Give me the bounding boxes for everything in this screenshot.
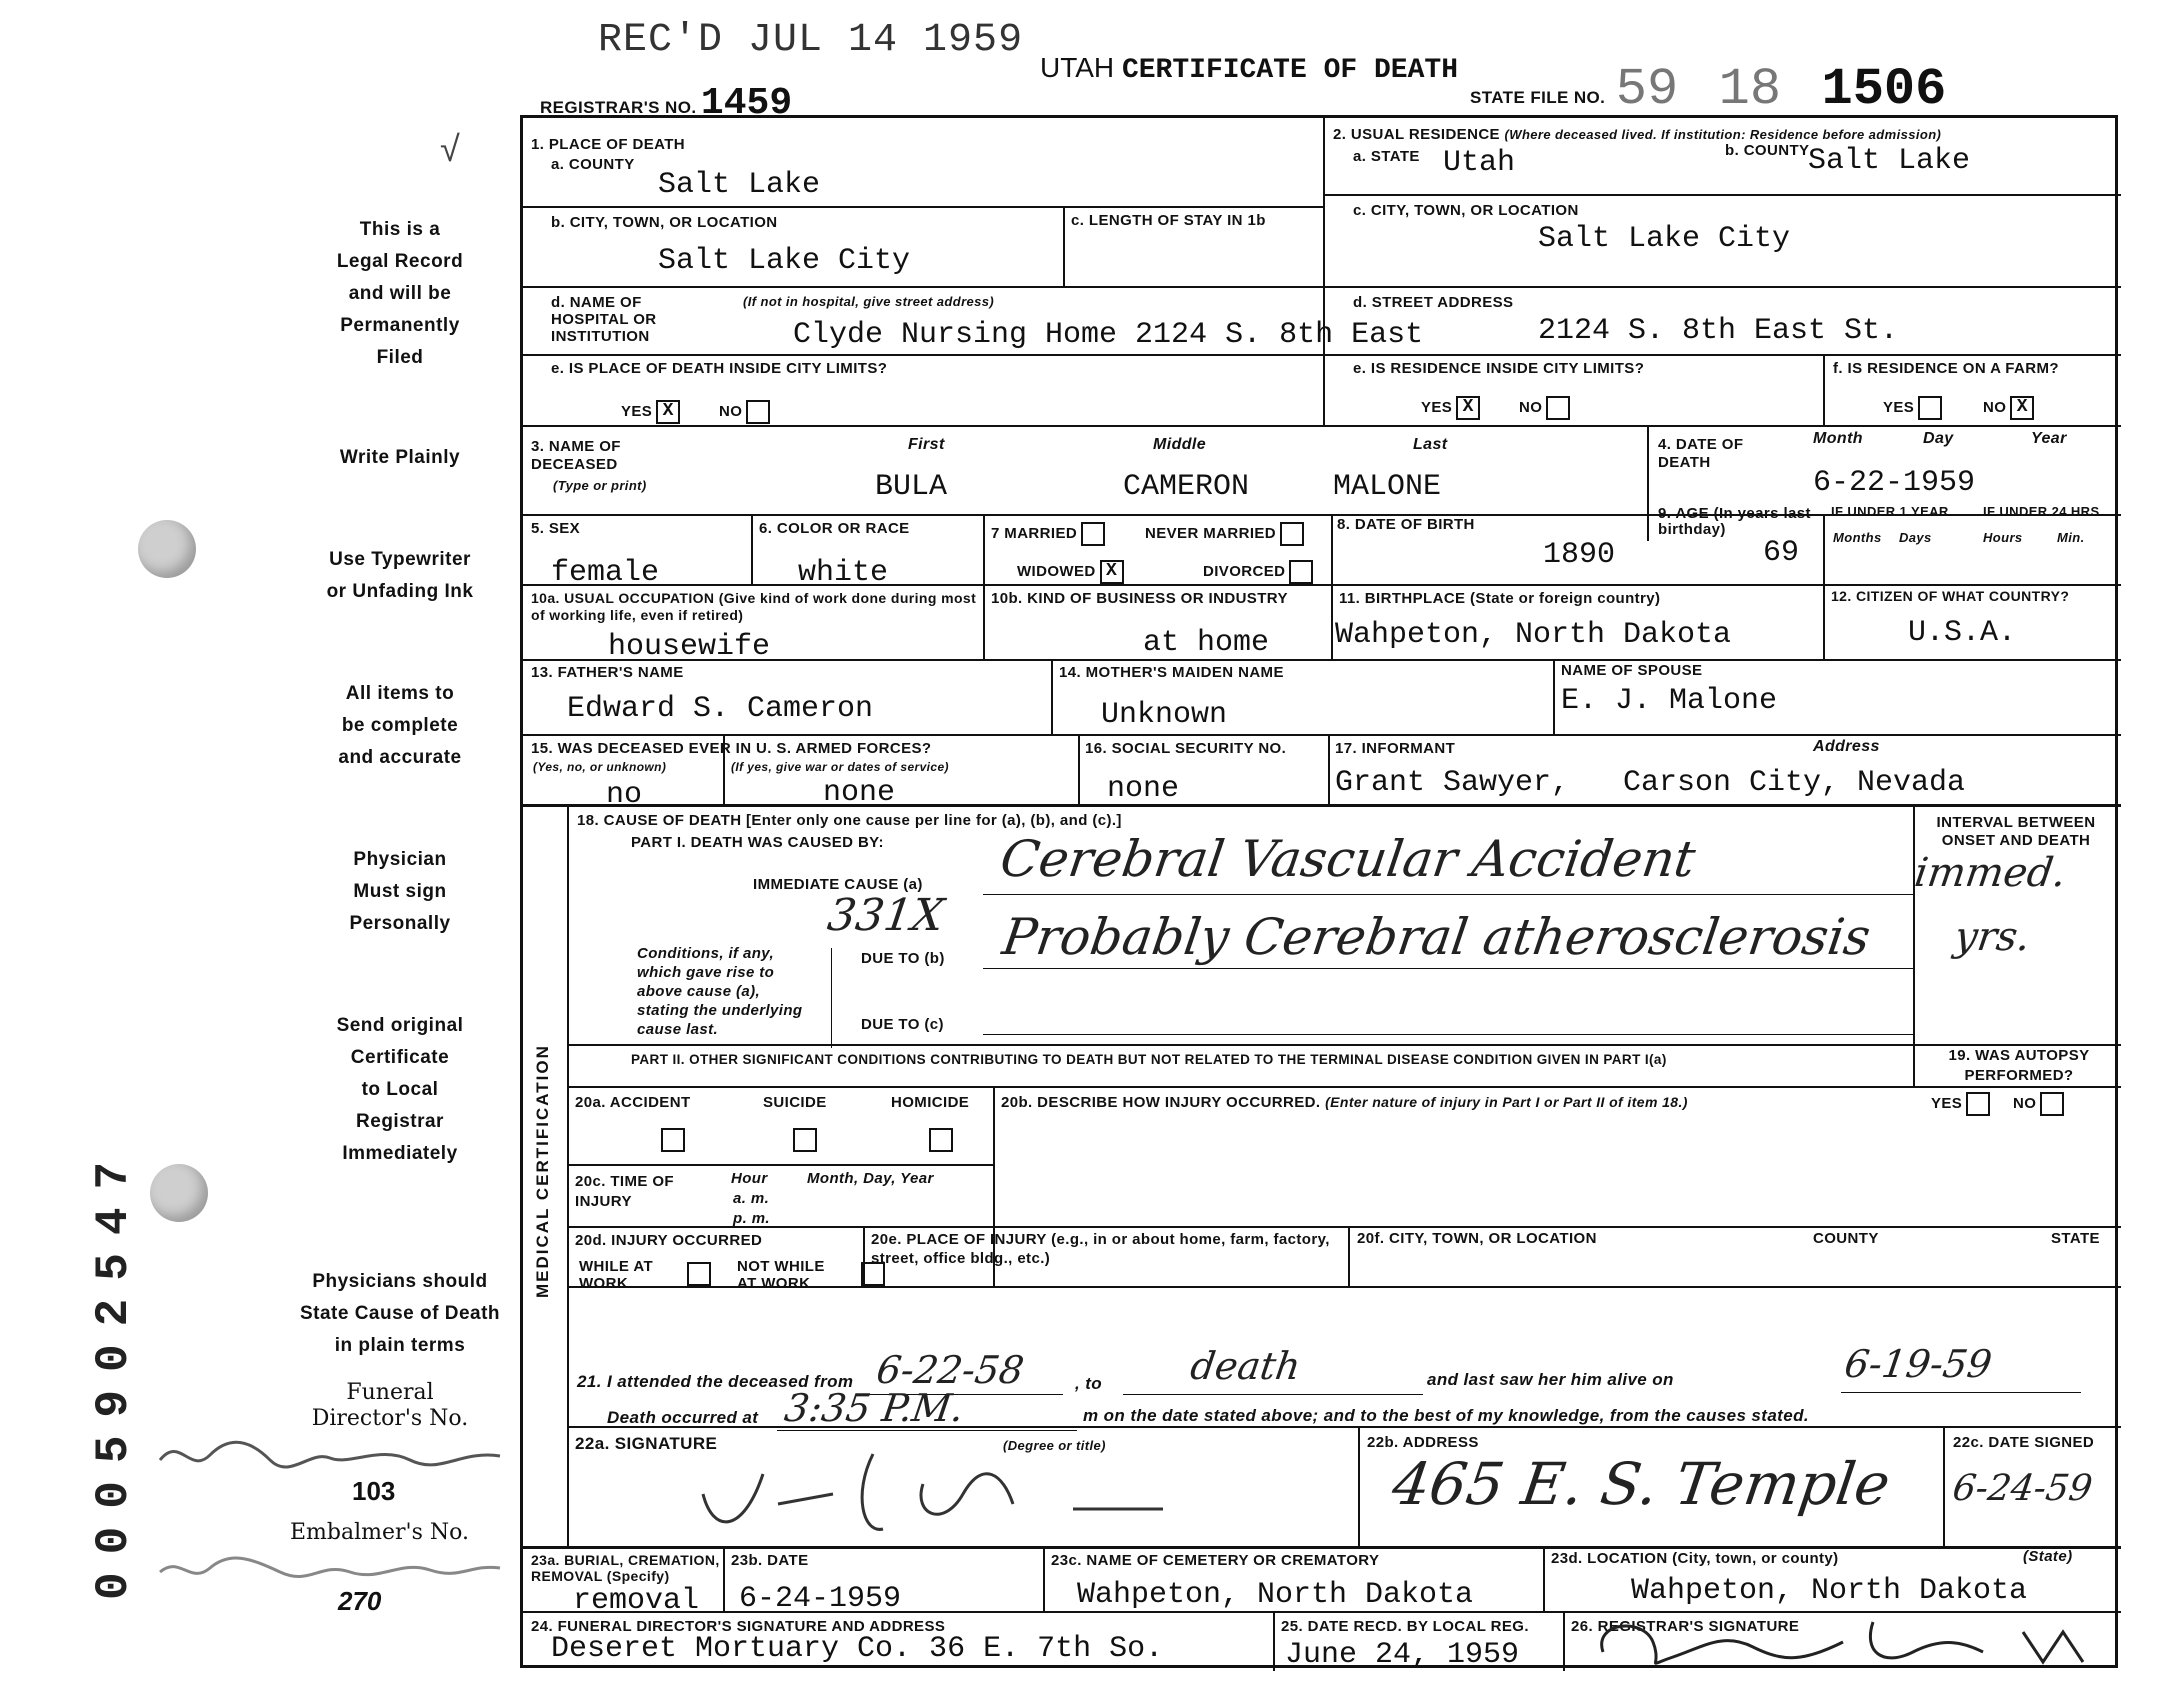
father-name: Edward S. Cameron bbox=[567, 692, 874, 726]
residence-state: Utah bbox=[1443, 146, 1516, 180]
note-send-5: Immediately bbox=[342, 1143, 458, 1164]
widowed-checkbox[interactable]: X bbox=[1100, 560, 1124, 584]
title-main: CERTIFICATE OF DEATH bbox=[1121, 55, 1458, 86]
state-file-c: 1506 bbox=[1821, 60, 1947, 119]
business-value: at home bbox=[1143, 626, 1270, 660]
place-of-death-section: 1. PLACE OF DEATH bbox=[531, 136, 686, 153]
yes-label: YES bbox=[1421, 398, 1453, 416]
never-married-option[interactable] bbox=[1145, 522, 1304, 546]
armed-forces-note-1: (Yes, no, or unknown) bbox=[533, 760, 667, 774]
time-of-injury-label: 20c. TIME OF INJURY bbox=[575, 1173, 674, 1210]
cause-of-death-label: 18. CAUSE OF DEATH [Enter only one cause per line for (a), (b), and (c).] bbox=[577, 812, 1122, 829]
hours-label: Hours bbox=[1983, 530, 2023, 545]
last-label: Last bbox=[1413, 436, 1448, 453]
street-address: 2124 S. 8th East St. bbox=[1538, 314, 1899, 348]
spouse-name: E. J. Malone bbox=[1561, 684, 1778, 718]
icd-code: 331X bbox=[824, 890, 947, 941]
occupation-label: 10a. USUAL OCCUPATION (Give kind of work done during most of working life, even if retired) bbox=[531, 590, 977, 623]
physician-address-label: 22b. ADDRESS bbox=[1367, 1434, 1479, 1451]
last-name: MALONE bbox=[1333, 470, 1442, 504]
punch-hole-bottom bbox=[150, 1164, 208, 1222]
physician-signature bbox=[683, 1434, 1203, 1544]
note-legal bbox=[280, 214, 520, 374]
note-send bbox=[280, 1010, 520, 1170]
burial-date-label: 23b. DATE bbox=[731, 1552, 809, 1569]
funeral-director-number bbox=[260, 1380, 520, 1432]
no-label: NO bbox=[719, 402, 743, 420]
title-state: UTAH bbox=[1040, 52, 1115, 83]
funeral-director-label: 24. FUNERAL DIRECTOR'S SIGNATURE AND ADDRESS bbox=[531, 1618, 946, 1635]
registrar-signature bbox=[1583, 1612, 2113, 1672]
residence-inside-label: e. IS RESIDENCE INSIDE CITY LIMITS? bbox=[1353, 360, 1645, 377]
cemetery-label: 23c. NAME OF CEMETERY OR CREMATORY bbox=[1051, 1552, 1380, 1569]
attended-from: 6-22-58 bbox=[873, 1348, 1027, 1392]
burial-location-label: 23d. LOCATION (City, town, or county) bbox=[1551, 1550, 1839, 1567]
age-value: 69 bbox=[1763, 536, 1800, 570]
citizen-value: U.S.A. bbox=[1908, 616, 2017, 650]
death-inside-no[interactable] bbox=[719, 400, 770, 424]
funeral-label-2: Director's No. bbox=[311, 1406, 469, 1431]
never-married-label: NEVER MARRIED bbox=[1145, 524, 1277, 542]
residence-note: (Where deceased lived. If institution: Residence before admission) bbox=[1504, 127, 1942, 142]
under-1-year-label: IF UNDER 1 YEAR bbox=[1831, 504, 1949, 519]
while-at-work-checkbox[interactable] bbox=[683, 1262, 711, 1286]
institution-label: d. NAME OF HOSPITAL OR INSTITUTION bbox=[551, 294, 657, 345]
occupation-value: housewife bbox=[608, 630, 771, 664]
due-to-b-label: DUE TO (b) bbox=[861, 950, 945, 967]
date-received: June 24, 1959 bbox=[1285, 1638, 1520, 1672]
date-signed-label: 22c. DATE SIGNED bbox=[1953, 1434, 2095, 1451]
pm-label: p. m. bbox=[733, 1210, 771, 1227]
registrar-signature-label: 26. REGISTRAR'S SIGNATURE bbox=[1571, 1618, 1800, 1635]
last-saw-date: 6-19-59 bbox=[1841, 1342, 1995, 1386]
funeral-label-1: Funeral bbox=[346, 1380, 434, 1405]
accident-checkbox[interactable] bbox=[657, 1128, 685, 1152]
middle-name: CAMERON bbox=[1123, 470, 1250, 504]
informant-address: Carson City, Nevada bbox=[1623, 766, 1966, 800]
homicide-checkbox[interactable] bbox=[925, 1128, 953, 1152]
armed-forces-note-2: (If yes, give war or dates of service) bbox=[731, 760, 949, 774]
state-file-label: STATE FILE NO. bbox=[1470, 88, 1606, 107]
state-file-a: 59 bbox=[1615, 60, 1679, 119]
attended-to: death bbox=[1187, 1344, 1304, 1388]
state-file-number bbox=[1470, 60, 1946, 119]
note-physician-3: Personally bbox=[349, 913, 451, 934]
residence-city-label: c. CITY, TOWN, OR LOCATION bbox=[1353, 202, 1579, 219]
note-physician-2: Must sign bbox=[353, 881, 447, 902]
accident-label: 20a. ACCIDENT bbox=[575, 1094, 691, 1111]
birthplace-value: Wahpeton, North Dakota bbox=[1335, 618, 1732, 652]
embalmer-no: 270 bbox=[338, 1586, 382, 1616]
note-complete-1: All items to bbox=[345, 683, 455, 704]
residence-county: Salt Lake bbox=[1808, 144, 1971, 178]
yes-label: YES bbox=[621, 402, 653, 420]
conditions-note: Conditions, if any, which gave rise to above cause (a), stating the underlying cause last. bbox=[637, 945, 803, 1038]
length-of-stay-label: c. LENGTH OF STAY IN 1b bbox=[1071, 212, 1266, 229]
widowed-option[interactable] bbox=[1017, 560, 1124, 584]
injury-description-note: (Enter nature of injury in Part I or Part II of item 18.) bbox=[1325, 1094, 1688, 1110]
note-complete-2: be complete bbox=[341, 715, 459, 736]
note-cause-3: in plain terms bbox=[334, 1335, 466, 1356]
note-legal-3: and will be bbox=[348, 283, 452, 304]
armed-forces-label: 15. WAS DECEASED EVER IN U. S. ARMED FORCES? bbox=[531, 740, 932, 757]
never-married-checkbox[interactable] bbox=[1280, 522, 1304, 546]
suicide-checkbox[interactable] bbox=[789, 1128, 817, 1152]
last-saw-label: and last saw her him alive on bbox=[1427, 1370, 1674, 1389]
farm-no[interactable] bbox=[1983, 396, 2034, 420]
residence-section bbox=[1333, 126, 1941, 143]
death-county: Salt Lake bbox=[658, 168, 821, 202]
divorced-option[interactable] bbox=[1203, 560, 1313, 584]
burial-location: Wahpeton, North Dakota bbox=[1631, 1574, 2028, 1608]
yes-label: YES bbox=[1883, 398, 1915, 416]
first-name: BULA bbox=[875, 470, 948, 504]
business-label: 10b. KIND OF BUSINESS OR INDUSTRY bbox=[991, 590, 1288, 607]
note-legal-2: Legal Record bbox=[336, 251, 464, 272]
residence-title: 2. USUAL RESIDENCE bbox=[1333, 126, 1500, 143]
date-signed: 6-24-59 bbox=[1950, 1468, 2095, 1509]
informant-address-label: Address bbox=[1813, 738, 1880, 755]
interval-a: immed. bbox=[1911, 850, 2069, 896]
am-label: a. m. bbox=[733, 1190, 770, 1207]
yes-checkbox[interactable] bbox=[1966, 1092, 1990, 1116]
certificate-form bbox=[520, 115, 2118, 1672]
cemetery-name: Wahpeton, North Dakota bbox=[1077, 1578, 1474, 1612]
inside-city-label: e. IS PLACE OF DEATH INSIDE CITY LIMITS? bbox=[551, 360, 888, 377]
married-label: 7 MARRIED bbox=[991, 524, 1078, 542]
no-checkbox[interactable] bbox=[1546, 396, 1570, 420]
day-label: Day bbox=[1923, 430, 1954, 447]
homicide-label: HOMICIDE bbox=[891, 1094, 970, 1111]
note-typewriter-2: or Unfading Ink bbox=[326, 581, 474, 602]
middle-label: Middle bbox=[1153, 436, 1207, 453]
institution-note: (If not in hospital, give street address) bbox=[743, 294, 995, 309]
race-value: white bbox=[798, 556, 889, 590]
autopsy-yes[interactable] bbox=[1931, 1092, 1990, 1116]
age-label: 9. AGE (In years last birthday) bbox=[1658, 505, 1811, 538]
farm-label: f. IS RESIDENCE ON A FARM? bbox=[1833, 360, 2059, 377]
punch-hole-top bbox=[138, 520, 196, 578]
part-1-label: PART I. DEATH WAS CAUSED BY: bbox=[631, 834, 884, 851]
first-label: First bbox=[908, 436, 945, 453]
city-of-injury-label: 20f. CITY, TOWN, OR LOCATION bbox=[1357, 1230, 1597, 1247]
widowed-label: WIDOWED bbox=[1017, 562, 1096, 580]
date-received-label: 25. DATE RECD. BY LOCAL REG. bbox=[1281, 1618, 1529, 1635]
physician-address: 465 E. S. Temple bbox=[1388, 1450, 1895, 1518]
married-option[interactable] bbox=[991, 522, 1105, 546]
days-label: Days bbox=[1899, 530, 1932, 545]
note-send-3: to Local bbox=[361, 1079, 439, 1100]
check-mark: √ bbox=[440, 128, 460, 169]
injury-occurred-label: 20d. INJURY OCCURRED bbox=[575, 1232, 763, 1249]
note-typewriter bbox=[280, 544, 520, 608]
autopsy-label: 19. WAS AUTOPSY PERFORMED? bbox=[1948, 1047, 2090, 1084]
state-of-injury-label: STATE bbox=[2051, 1230, 2100, 1247]
death-inside-yes[interactable] bbox=[621, 400, 680, 424]
attended-label: 21. I attended the deceased from bbox=[577, 1372, 854, 1391]
death-city: Salt Lake City bbox=[658, 244, 911, 278]
yes-checkbox[interactable]: X bbox=[1456, 396, 1480, 420]
mother-label: 14. MOTHER'S MAIDEN NAME bbox=[1059, 664, 1284, 681]
burial-method: removal bbox=[573, 1584, 700, 1618]
date-of-birth: 1890 bbox=[1543, 538, 1616, 572]
note-typewriter-1: Use Typewriter bbox=[329, 549, 471, 570]
signature-label: 22a. SIGNATURE bbox=[575, 1434, 718, 1453]
under-24-hours-label: IF UNDER 24 HRS. bbox=[1983, 504, 2104, 519]
no-checkbox[interactable] bbox=[2040, 1092, 2064, 1116]
note-complete bbox=[280, 678, 520, 774]
residence-city: Salt Lake City bbox=[1538, 222, 1791, 256]
serial-number: 0005902547 bbox=[88, 1143, 140, 1600]
death-occurred-label: Death occurred at bbox=[607, 1408, 759, 1427]
note-cause bbox=[280, 1266, 520, 1362]
residence-inside-yes[interactable] bbox=[1421, 396, 1480, 420]
spouse-label: NAME OF SPOUSE bbox=[1561, 662, 1703, 679]
birthplace-label: 11. BIRTHPLACE (State or foreign country) bbox=[1339, 590, 1661, 607]
due-to-c-label: DUE TO (c) bbox=[861, 1016, 944, 1033]
armed-forces-service: none bbox=[823, 776, 896, 810]
sex-label: 5. SEX bbox=[531, 520, 581, 537]
no-label: NO bbox=[1519, 398, 1543, 416]
date-of-birth-label: 8. DATE OF BIRTH bbox=[1337, 516, 1475, 533]
autopsy-no[interactable] bbox=[2013, 1092, 2064, 1116]
burial-method-label: 23a. BURIAL, CREMATION, REMOVAL (Specify) bbox=[531, 1552, 720, 1584]
month-label: Month bbox=[1813, 430, 1863, 447]
funeral-director-signature bbox=[150, 1430, 510, 1480]
immediate-cause-label: IMMEDIATE CAUSE (a) bbox=[753, 876, 923, 893]
degree-label: (Degree or title) bbox=[1003, 1438, 1106, 1453]
no-checkbox[interactable]: X bbox=[2010, 396, 2034, 420]
month-day-year-label: Month, Day, Year bbox=[807, 1170, 934, 1187]
yes-checkbox[interactable]: X bbox=[656, 400, 680, 424]
armed-forces-value: no bbox=[606, 778, 643, 812]
note-send-2: Certificate bbox=[350, 1047, 450, 1068]
suicide-label: SUICIDE bbox=[763, 1094, 827, 1111]
injury-description-label bbox=[1001, 1094, 1688, 1111]
county-of-injury-label: COUNTY bbox=[1813, 1230, 1879, 1247]
residence-state-label: a. STATE bbox=[1353, 148, 1420, 165]
divorced-checkbox[interactable] bbox=[1289, 560, 1313, 584]
street-label: d. STREET ADDRESS bbox=[1353, 294, 1514, 311]
race-label: 6. COLOR OR RACE bbox=[759, 520, 910, 537]
yes-checkbox[interactable] bbox=[1918, 396, 1942, 420]
divorced-label: DIVORCED bbox=[1203, 562, 1286, 580]
death-time: 3:35 P.M. bbox=[781, 1386, 967, 1430]
state-file-b: 18 bbox=[1718, 60, 1782, 119]
farm-yes[interactable] bbox=[1883, 396, 1942, 420]
interval-b: yrs. bbox=[1951, 914, 2034, 960]
married-checkbox[interactable] bbox=[1081, 522, 1105, 546]
while-at-work-label: WHILE AT WORK bbox=[579, 1258, 654, 1292]
informant-name: Grant Sawyer, bbox=[1335, 766, 1570, 800]
citizen-label: 12. CITIZEN OF WHAT COUNTRY? bbox=[1831, 588, 2070, 604]
no-label: NO bbox=[1983, 398, 2007, 416]
cause-a: Cerebral Vascular Accident bbox=[996, 830, 1699, 888]
note-cause-2: State Cause of Death bbox=[299, 1303, 501, 1324]
medical-certification-label: MEDICAL CERTIFICATION bbox=[533, 1044, 552, 1298]
registrar-value: 1459 bbox=[700, 82, 793, 125]
father-label: 13. FATHER'S NAME bbox=[531, 664, 684, 681]
note-send-4: Registrar bbox=[356, 1111, 444, 1132]
embalmer-signature bbox=[150, 1550, 510, 1590]
months-label: Months bbox=[1833, 530, 1882, 545]
year-label: Year bbox=[2031, 430, 2067, 447]
to-label: , to bbox=[1075, 1374, 1103, 1393]
note-cause-1: Physicians should bbox=[312, 1271, 488, 1292]
note-legal-5: Filed bbox=[376, 347, 424, 368]
certificate-title bbox=[1040, 52, 1458, 86]
received-stamp: REC'D JUL 14 1959 bbox=[598, 18, 1024, 63]
deceased-name-note: (Type or print) bbox=[553, 478, 647, 493]
death-occurred-tail: m on the date stated above; and to the best of my knowledge, from the causes stated. bbox=[1083, 1406, 1810, 1425]
sex-value: female bbox=[551, 556, 660, 590]
cause-b: Probably Cerebral atherosclerosis bbox=[998, 908, 1874, 966]
county-label: a. COUNTY bbox=[551, 156, 635, 173]
burial-date: 6-24-1959 bbox=[739, 1582, 902, 1616]
min-label: Min. bbox=[2057, 530, 2085, 545]
ssn-value: none bbox=[1107, 772, 1180, 806]
embalmer-label: Embalmer's No. bbox=[290, 1520, 469, 1545]
residence-inside-no[interactable] bbox=[1519, 396, 1570, 420]
note-legal-1: This is a bbox=[359, 219, 441, 240]
date-of-death: 6-22-1959 bbox=[1813, 466, 1976, 500]
no-label: NO bbox=[2013, 1094, 2037, 1112]
ssn-label: 16. SOCIAL SECURITY NO. bbox=[1085, 740, 1287, 757]
note-write-plainly: Write Plainly bbox=[339, 447, 461, 468]
part-2-label: PART II. OTHER SIGNIFICANT CONDITIONS CONTRIBUTING TO DEATH BUT NOT RELATED TO THE TERMINAL DISEASE CONDITION GIVEN IN PART I(a) bbox=[631, 1052, 1667, 1067]
city-label: b. CITY, TOWN, OR LOCATION bbox=[551, 214, 778, 231]
hour-label: Hour bbox=[731, 1170, 768, 1187]
place-of-injury-label: 20e. PLACE OF INJURY (e.g., in or about home, farm, factory, street, office bldg., etc.) bbox=[871, 1231, 1330, 1267]
note-complete-3: and accurate bbox=[338, 747, 462, 768]
interval-label: INTERVAL BETWEEN ONSET AND DEATH bbox=[1936, 814, 2096, 849]
not-while-at-work-label: NOT WHILE AT WORK bbox=[737, 1258, 825, 1292]
note-physician-1: Physician bbox=[353, 849, 447, 870]
date-of-death-label: 4. DATE OF DEATH bbox=[1658, 436, 1744, 471]
note-send-1: Send original bbox=[336, 1015, 464, 1036]
no-checkbox[interactable] bbox=[746, 400, 770, 424]
institution-name: Clyde Nursing Home 2124 S. 8th East bbox=[793, 318, 1424, 352]
informant-label: 17. INFORMANT bbox=[1335, 740, 1456, 757]
yes-label: YES bbox=[1931, 1094, 1963, 1112]
residence-county-label: b. COUNTY bbox=[1725, 142, 1810, 159]
note-physician bbox=[280, 844, 520, 940]
funeral-director-value: Deseret Mortuary Co. 36 E. 7th So. bbox=[551, 1632, 1164, 1666]
registrar-label: REGISTRAR'S NO. bbox=[540, 98, 697, 117]
note-legal-4: Permanently bbox=[340, 315, 460, 336]
deceased-name-label: 3. NAME OF DECEASED bbox=[531, 438, 621, 473]
injury-description-title: 20b. DESCRIBE HOW INJURY OCCURRED. bbox=[1001, 1094, 1321, 1111]
funeral-director-no: 103 bbox=[352, 1476, 396, 1506]
burial-state-label: (State) bbox=[2023, 1548, 2073, 1565]
mother-name: Unknown bbox=[1101, 698, 1228, 732]
